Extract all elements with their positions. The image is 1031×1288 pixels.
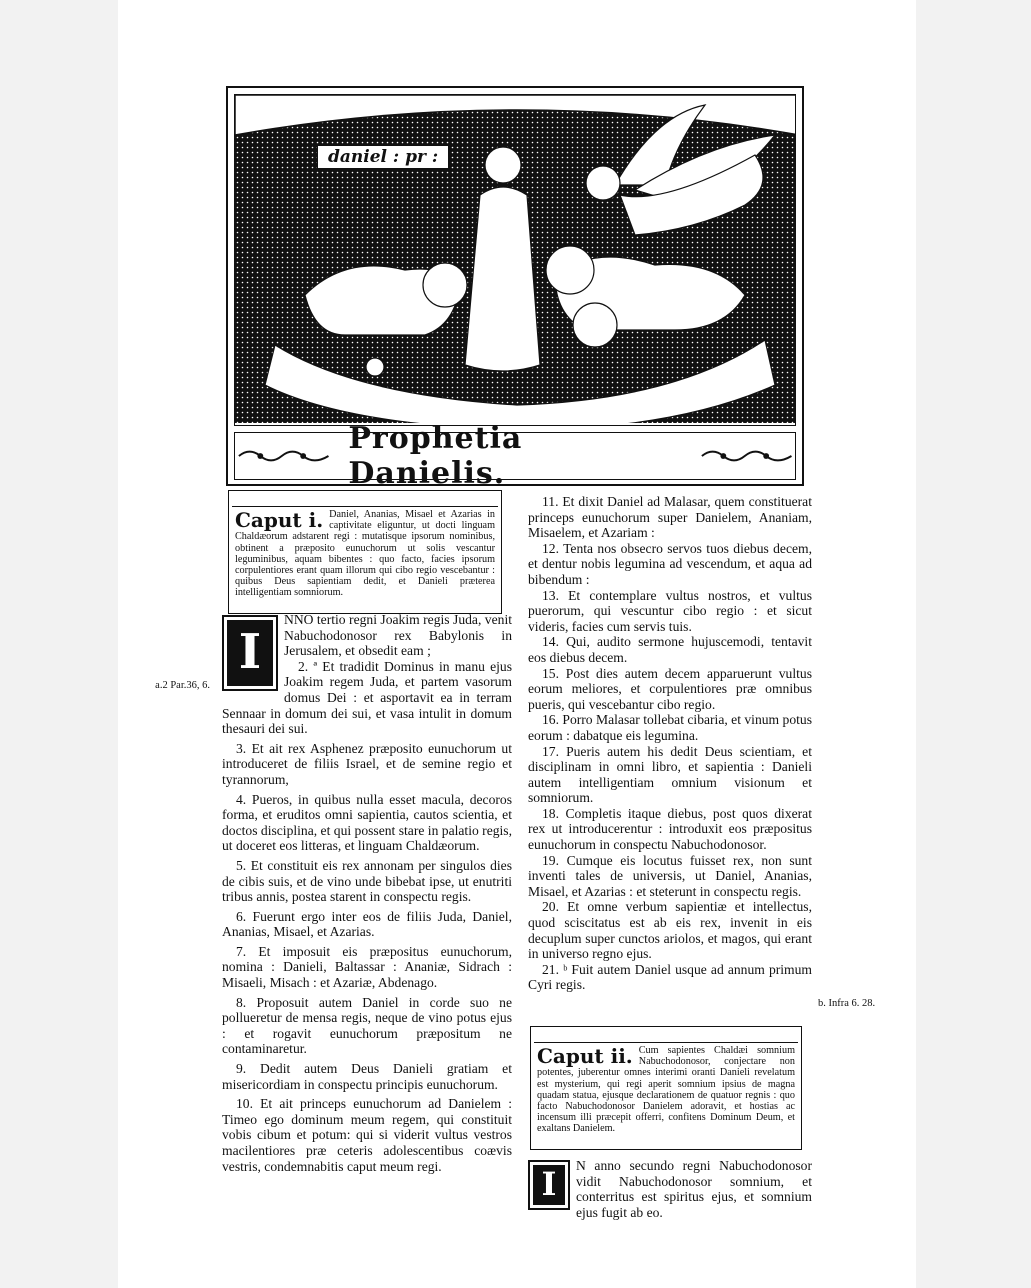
verse: 7. Et imposuit eis præpositus eunuchorum, nomina : Danieli, Baltassar : Ananiæ, Sidrach : Misaeli, Misach : et Azariæ, Abdenago.	[222, 943, 512, 991]
margin-note-b: b. Infra 6. 28.	[818, 998, 876, 1009]
right-column	[528, 494, 812, 993]
verse: 17. Pueris autem his dedit Deus scientiam, et disciplinam in omni libro, et sapientia : Danieli autem intelligentiam omnium visionum et somniorum.	[528, 743, 812, 806]
verse: 18. Completis itaque diebus, post quos dixerat rex ut introducerentur : introduxit eos præpositus eunuchorum in conspectu Nabuchodonosor.	[528, 805, 812, 853]
left-flourish-icon	[235, 445, 332, 467]
verse: 16. Porro Malasar tollebat cibaria, et vinum potus eorum : dabatque eis legumina.	[528, 712, 812, 743]
drop-cap-chapter-1: I	[222, 615, 278, 691]
verse: 10. Et ait princeps eunuchorum ad Danielem : Timeo ego dominum meum regem, qui constituit vobis cibum et potum: qui si viderit vultus vestros macilentiores præ ceteris adolescentibus coævis vestris, condemnabitis caput meum regi.	[222, 1096, 512, 1174]
chapter-2-label: Caput ii.	[537, 1044, 633, 1068]
verse: 20. Et omne verbum sapientiæ et intellectus, quod sciscitatus est ab eis rex, invenit in eis decuplum super cunctos ariolos, et magos, qui erant in universo regno ejus.	[528, 899, 812, 962]
margin-note-a: a.2 Par.36, 6.	[155, 680, 210, 691]
daniel-name-banner: daniel : pr :	[317, 145, 449, 169]
verse: 6. Fuerunt ergo inter eos de filiis Juda, Daniel, Ananias, Misael, et Azarias.	[222, 908, 512, 940]
verse: 11. Et dixit Daniel ad Malasar, quem constituerat princeps eunuchorum super Danielem, Ananiam, Misaelem, et Azariam :	[528, 494, 812, 541]
verse: 4. Pueros, in quibus nulla esset macula, decoros forma, et eruditos omni sapientia, cautos scientia, et doctos disciplina, et qui possent stare in palatio regis, ut doceret eos litteras, et linguam Chaldæorum.	[222, 791, 512, 854]
chapter-1-summary-box	[228, 490, 502, 614]
title-band	[234, 421, 796, 491]
chapter-2-summary-box	[530, 1026, 802, 1150]
header-illustration	[226, 86, 804, 491]
verse: 15. Post dies autem decem apparuerunt vultus eorum meliores, et corpulentiores præ omnibus pueris, qui vescebantur cibo regio.	[528, 665, 812, 712]
left-column	[222, 612, 512, 1174]
verse: 19. Cumque eis locutus fuisset rex, non sunt inventi tales de universis, ut Daniel, Ananias, Misael, et Azarias : et steterunt in conspectu regis.	[528, 852, 812, 899]
chapter-1-summary: Daniel, Ananias, Misael et Azarias in captivitate eliguntur, ut docti linguam Chaldæorum adstarent regi : mutatisque ipsorum nominibus, obtinent a præposito eunuchorum ut solis vescantur leguminibus, aquam bibentes : quo facto, facies ipsorum corpulentiores erant quam illorum qui cibo regio vescebantur : quibus Deus sapientiam dedit, et Danieli præterea intelligentiam somniorum.	[235, 509, 495, 599]
verse: 5. Et constituit eis rex annonam per singulos dies de cibis suis, et de vino unde bibebat ipse, ut enutriti tribus annis, postea starent in conspectu regis.	[222, 857, 512, 905]
verse: 12. Tenta nos obsecro servos tuos diebus decem, et dentur nobis legumina ad vescendum, et aqua ad bibendum :	[528, 540, 812, 587]
right-flourish-icon	[698, 445, 795, 467]
verse: 3. Et ait rex Asphenez præposito eunuchorum ut introduceret de filiis Israel, et de semine regio et tyrannorum,	[222, 740, 512, 787]
verse-1: NNO tertio regni Joakim regis Juda, venit Nabuchodonosor rex Babylonis in Jerusalem, et obsedit eam ;	[284, 612, 512, 659]
daniel-lions-engraving	[234, 94, 796, 426]
verse-1: N anno secundo regni Nabuchodonosor vidit Nabuchodonosor somnium, et conterritus est spiritus ejus, et somnium ejus fugit ab eo.	[576, 1158, 812, 1220]
chapter-2-summary: Cum sapientes Chaldæi somnium Nabuchodonosor, conjectare non potentes, juberentur omnes interimi oranti Danieli revelatum est mysterium, qui regi aperit somnium ipsius de magna quadam statua, ejusque declarationem de quatuor regnis : quo facto Nabuchodonosor Danielem adoravit, et hostias ac incensum illi præcepit offerri, confitens Dominum Deum, et exaltans Danielem.	[537, 1045, 795, 1135]
verse: 8. Proposuit autem Daniel in corde suo ne pollueretur de mensa regis, neque de vino potus ejus : et rogavit eunuchorum præpositum ne contaminaretur.	[222, 994, 512, 1057]
chapter-1-label: Caput i.	[235, 508, 324, 532]
ornament-border	[232, 494, 498, 507]
verse: 13. Et contemplare vultus nostros, et vultus puerorum, qui vescuntur cibo regio : et sicut videris, facies cum servis tuis.	[528, 587, 812, 634]
chapter-2-opening	[528, 1158, 812, 1220]
drop-cap-chapter-2: I	[528, 1160, 570, 1210]
book-title: Prophetia Danielis.	[348, 421, 523, 491]
verse: 21. ᵇ Fuit autem Daniel usque ad annum primum Cyri regis.	[528, 961, 812, 993]
verse: 9. Dedit autem Deus Danieli gratiam et misericordiam in conspectu principis eunuchorum.	[222, 1061, 512, 1092]
verse: 14. Qui, audito sermone hujuscemodi, tentavit eos diebus decem.	[528, 634, 812, 665]
ornament-border	[534, 1030, 798, 1043]
verse: 2. ª Et tradidit Dominus in manu ejus Joakim regem Juda, et partem vasorum domus Dei : et asportavit ea in terram Sennaar in domum dei sui, et vasa intulit in domum thesauri dei sui.	[222, 658, 512, 737]
